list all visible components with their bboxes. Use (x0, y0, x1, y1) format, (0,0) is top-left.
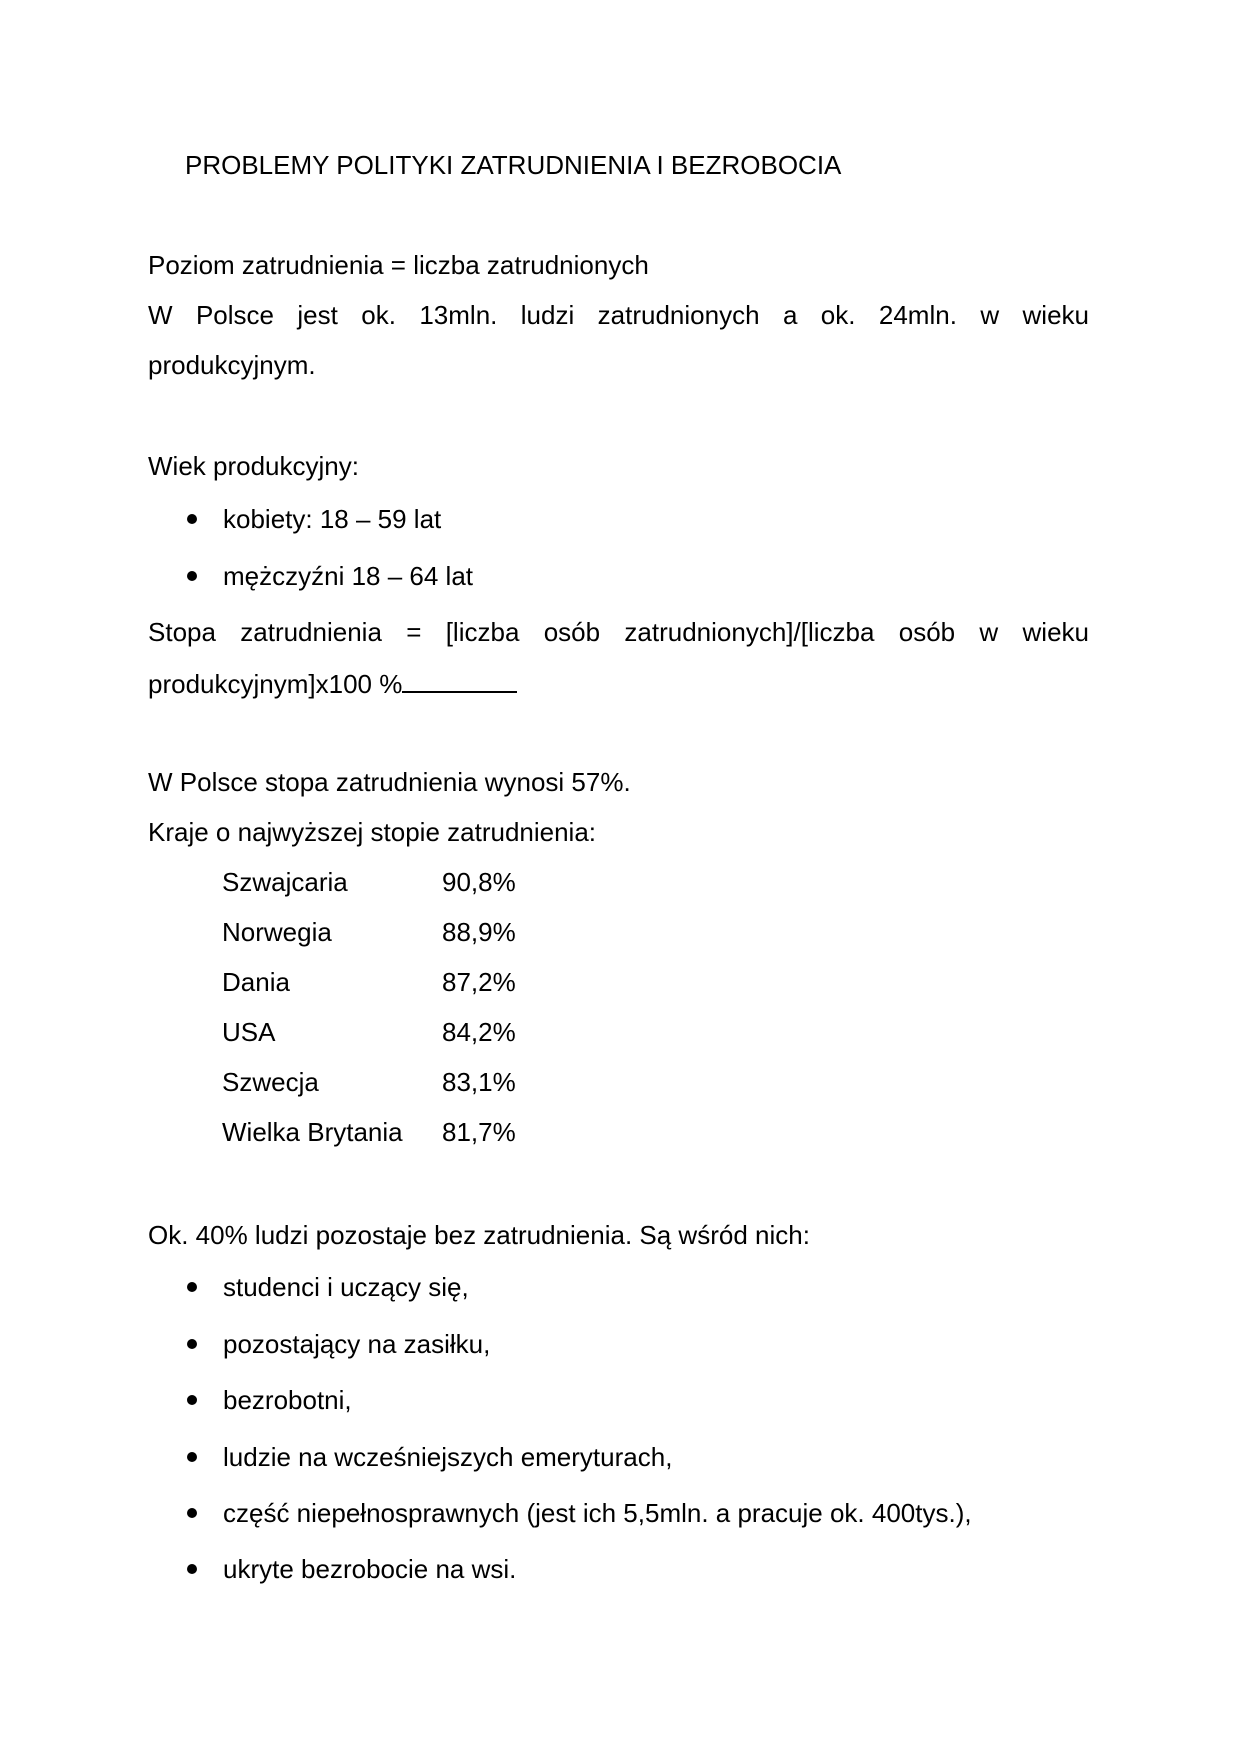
list-item: pozostający na zasiłku, (223, 1329, 491, 1359)
bullet-icon (187, 1282, 197, 1292)
table-cell-rate: 81,7% (442, 1117, 516, 1147)
list-item: część niepełnosprawnych (jest ich 5,5mln. a pracuje ok. 400tys.), (223, 1498, 972, 1528)
bullet-icon (187, 1339, 197, 1349)
paragraph-poziom-zatrudnienia: Poziom zatrudnienia = liczba zatrudnionych (148, 250, 649, 280)
bullet-icon (187, 1395, 197, 1405)
paragraph-stopa-line1: Stopa zatrudnienia = [liczba osób zatrudnionych]/[liczba osób w wieku (148, 617, 1089, 647)
table-cell-rate: 90,8% (442, 867, 516, 897)
stopa-formula-end: produkcyjnym]x100 % (148, 669, 403, 699)
kraje-heading: Kraje o najwyższej stopie zatrudnienia: (148, 817, 597, 847)
list-item: bezrobotni, (223, 1385, 352, 1415)
list-item: ukryte bezrobocie na wsi. (223, 1554, 517, 1584)
paragraph-polska-line2: produkcyjnym. (148, 350, 316, 380)
bullet-icon (187, 1452, 197, 1462)
table-cell-country: Norwegia (222, 917, 332, 947)
paragraph-stopa-line2 (148, 667, 517, 699)
table-cell-country: Wielka Brytania (222, 1117, 403, 1147)
paragraph-polska-stopa: W Polsce stopa zatrudnienia wynosi 57%. (148, 767, 631, 797)
bullet-icon (187, 514, 197, 524)
list-item: kobiety: 18 – 59 lat (223, 504, 442, 534)
table-cell-country: Szwecja (222, 1067, 319, 1097)
document-title: PROBLEMY POLITYKI ZATRUDNIENIA I BEZROBOCIA (185, 150, 842, 180)
table-cell-rate: 84,2% (442, 1017, 516, 1047)
table-cell-rate: 87,2% (442, 967, 516, 997)
bullet-icon (187, 571, 197, 581)
table-cell-rate: 83,1% (442, 1067, 516, 1097)
list-item: ludzie na wcześniejszych emeryturach, (223, 1442, 673, 1472)
list-item: mężczyźni 18 – 64 lat (223, 561, 474, 591)
list-item: studenci i uczący się, (223, 1272, 469, 1302)
table-cell-country: Dania (222, 967, 290, 997)
table-cell-country: Szwajcaria (222, 867, 348, 897)
bullet-icon (187, 1508, 197, 1518)
underline-blank (402, 667, 517, 693)
bez-heading: Ok. 40% ludzi pozostaje bez zatrudnienia. Są wśród nich: (148, 1220, 810, 1250)
paragraph-polska-line1: W Polsce jest ok. 13mln. ludzi zatrudnionych a ok. 24mln. w wieku (148, 300, 1089, 330)
wiek-heading: Wiek produkcyjny: (148, 451, 359, 481)
bullet-icon (187, 1564, 197, 1574)
table-cell-rate: 88,9% (442, 917, 516, 947)
table-cell-country: USA (222, 1017, 276, 1047)
